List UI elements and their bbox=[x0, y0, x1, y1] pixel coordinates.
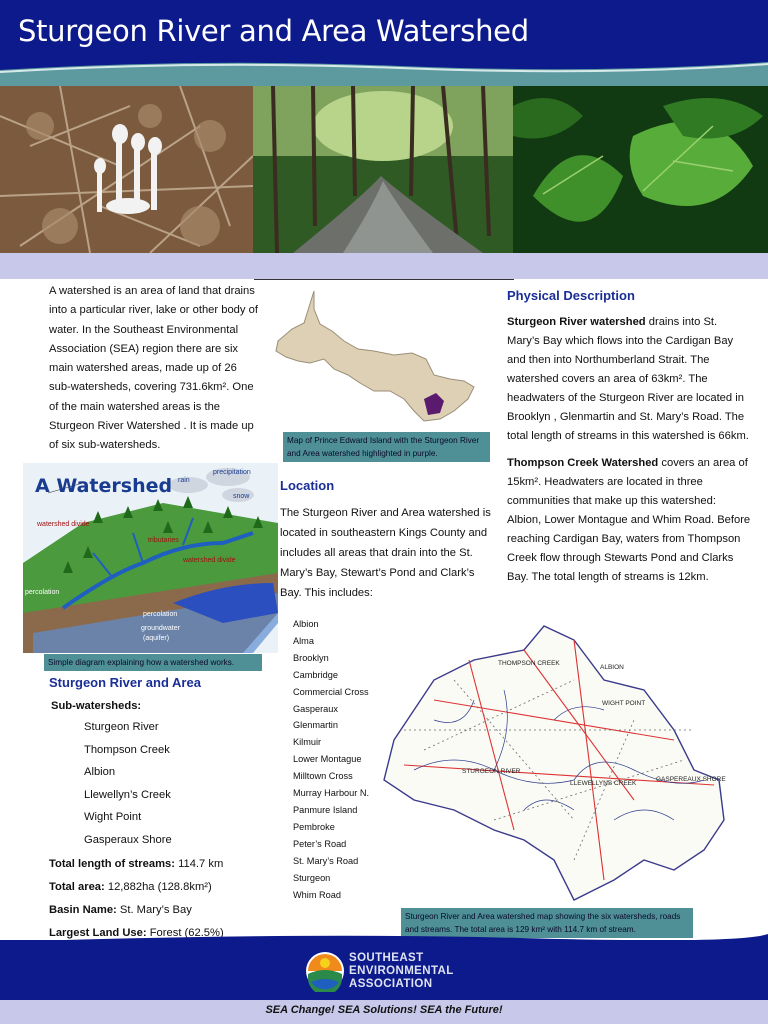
watershed-diagram bbox=[23, 463, 278, 653]
thompson-creek-map-label: THOMPSON CREEK bbox=[498, 660, 560, 667]
sub-watersheds-list bbox=[49, 716, 279, 852]
place-item: Brooklyn bbox=[293, 652, 329, 663]
place-item: Milltown Cross bbox=[293, 771, 353, 782]
watershed-divide-left-label: watershed divide bbox=[37, 521, 90, 528]
watershed-divide-right-label: watershed divide bbox=[183, 557, 236, 564]
gaspereaux-shore-map-label: GASPEREAUX SHORE bbox=[656, 776, 726, 783]
place-item: Peter’s Road bbox=[293, 838, 347, 849]
thompson-paragraph: Thompson Creek Watershed covers an area of 15km². Headwaters are located in three communities that make up this watershed: Albion, Lower Montague and Whim Road. Before reaching Cardigan Bay, waters from Thompson Creek flow through Stewarts Pond and Clarks Bay. The total length of streams is 12km. bbox=[507, 457, 751, 583]
sturgeon-river-map-label: STURGEON RIVER bbox=[462, 768, 521, 775]
stat-streams: Total length of streams: 114.7 km bbox=[49, 858, 224, 870]
place-item: Albion bbox=[293, 619, 319, 629]
diagram-title: A Watershed bbox=[35, 475, 173, 497]
percolation-left-label: percolation bbox=[25, 589, 60, 596]
stat-basin: Basin Name: St. Mary’s Bay bbox=[49, 904, 192, 916]
place-item: Whim Road bbox=[293, 889, 341, 900]
stat-land-use: Largest Land Use: Forest (62.5%) bbox=[49, 927, 224, 939]
sea-logo-line2: ENVIRONMENTAL bbox=[349, 965, 454, 977]
lavender-band bbox=[0, 253, 768, 279]
place-item: Panmure Island bbox=[293, 804, 358, 815]
sea-logo-line3: ASSOCIATION bbox=[349, 978, 433, 990]
sea-logo-line1: SOUTHEAST bbox=[349, 952, 424, 964]
place-item: Commercial Cross bbox=[293, 686, 369, 697]
place-item: Lower Montague bbox=[293, 754, 362, 765]
place-item: Kilmuir bbox=[293, 737, 322, 748]
sub-watershed-item: Gasperaux Shore bbox=[84, 833, 172, 846]
groundwater-label: groundwater bbox=[141, 625, 180, 632]
tagline: SEA Change! SEA Solutions! SEA the Future! bbox=[265, 1004, 503, 1016]
pei-map-caption: Map of Prince Edward Island with the Sturgeon River and Area watershed highlighted in purple. bbox=[283, 432, 490, 462]
diagram-caption: Simple diagram explaining how a watershed works. bbox=[44, 654, 262, 671]
sea-logo-icon bbox=[305, 950, 345, 992]
place-item: Cambridge bbox=[293, 669, 338, 680]
wight-point-map-label: WIGHT POINT bbox=[602, 700, 646, 707]
place-item: St. Mary’s Road bbox=[293, 855, 359, 866]
place-item: Sturgeon bbox=[293, 872, 331, 883]
location-text: The Sturgeon River and Area watershed is located in southeastern Kings County and includes all areas that drain into the St. Mary’s Bay, Stewart’s Pond and Clark’s Bay. This includes: bbox=[280, 507, 491, 599]
sub-watershed-item: Thompson Creek bbox=[84, 743, 170, 756]
snow-label: snow bbox=[233, 493, 250, 500]
albion-map-label: ALBION bbox=[600, 664, 624, 671]
place-item: Glenmartin bbox=[293, 720, 338, 731]
location-section bbox=[280, 478, 492, 603]
aquifer-label: (aquifer) bbox=[143, 635, 170, 642]
indian-pipe-plant-photo bbox=[0, 86, 253, 253]
sub-watershed-item: Albion bbox=[84, 766, 116, 779]
location-heading: Location bbox=[280, 478, 335, 493]
sub-watershed-item: Wight Point bbox=[84, 811, 142, 824]
stat-area: Total area: 12,882ha (128.8km²) bbox=[49, 881, 212, 893]
place-item: Gasperaux bbox=[293, 703, 338, 714]
place-item: Murray Harbour N. bbox=[293, 788, 370, 799]
sturgeon-area-section bbox=[49, 675, 279, 852]
place-item: Alma bbox=[293, 635, 314, 646]
intro-paragraph: A watershed is an area of land that drains into a particular river, lake or other body of water. In the Southeast Environmental Association (SEA) region there are six main watershed areas, made up of 26 sub-watersheds, covering 731.6km². One of the main watershed areas is the Sturgeon River Watershed . It is made up of six sub-watersheds. bbox=[49, 285, 258, 452]
percolation-right-label: percolation bbox=[143, 611, 178, 618]
sturgeon-watershed-name: Sturgeon River watershed bbox=[507, 316, 646, 328]
precipitation-label: precipitation bbox=[213, 469, 251, 476]
thompson-watershed-name: Thompson Creek Watershed bbox=[507, 457, 659, 469]
page-title: Sturgeon River and Area Watershed bbox=[18, 14, 529, 48]
sub-watersheds-label: Sub-watersheds: bbox=[51, 700, 142, 712]
rain-label: rain bbox=[178, 477, 190, 484]
tributaries-label: tributaries bbox=[148, 537, 179, 544]
physical-description-heading: Physical Description bbox=[507, 288, 635, 303]
watershed-map-caption: Sturgeon River and Area watershed map showing the six watersheds, roads and streams. The total area is 129 km² with 114.7 km of stream. bbox=[401, 908, 693, 938]
places-list bbox=[293, 616, 369, 903]
sea-logo bbox=[305, 950, 495, 994]
physical-description-section bbox=[507, 288, 752, 595]
place-item: Pembroke bbox=[293, 821, 335, 832]
green-leaves-photo bbox=[513, 86, 768, 253]
sturgeon-paragraph: Sturgeon River watershed drains into St. Mary’s Bay which flows into the Cardigan Bay and then into Northumberland Strait. The watershed covers an area of 63km². The headwaters of the Sturgeon River are located in Brooklyn , Glenmartin and St. Mary’s Road. The total length of streams in this watershed is 66km. bbox=[507, 316, 749, 442]
forest-stream-photo bbox=[253, 86, 513, 253]
sub-watershed-item: Sturgeon River bbox=[84, 721, 159, 733]
sub-watershed-item: Llewellyn’s Creek bbox=[84, 788, 171, 801]
sturgeon-area-heading: Sturgeon River and Area bbox=[49, 675, 201, 690]
llewellyns-creek-map-label: LLEWELLYNS CREEK bbox=[570, 780, 637, 787]
pei-map bbox=[254, 279, 514, 431]
watershed-map bbox=[374, 620, 734, 910]
